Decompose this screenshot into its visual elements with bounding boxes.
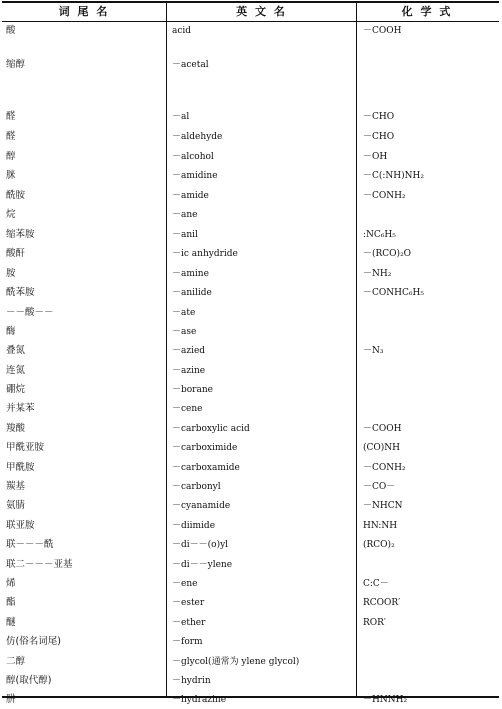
table-row bbox=[2, 497, 499, 515]
english-name-cell: acid bbox=[172, 26, 192, 36]
suffix-name-cell: 脒 bbox=[6, 170, 16, 181]
english-name-cell: －ate bbox=[172, 308, 196, 318]
formula-cell: :NC₆H₅ bbox=[363, 230, 396, 240]
suffix-name-cell: 叠氮 bbox=[6, 345, 26, 356]
formula-cell: －CHO bbox=[363, 132, 395, 142]
english-name-cell: －ase bbox=[172, 327, 197, 337]
english-name-cell: －azine bbox=[172, 366, 206, 376]
english-name-cell: －ene bbox=[172, 579, 198, 589]
english-name-cell: －ane bbox=[172, 210, 198, 220]
table-row bbox=[2, 167, 499, 185]
suffix-name-cell: 烯 bbox=[6, 578, 16, 589]
table-row bbox=[2, 691, 499, 709]
table-row bbox=[2, 478, 499, 496]
suffix-name-cell: 胺 bbox=[6, 268, 16, 279]
table-row bbox=[2, 226, 499, 244]
suffix-name-cell: 醇(取代醇) bbox=[6, 675, 52, 686]
formula-cell: (CO)NH bbox=[363, 443, 401, 453]
table-row bbox=[2, 245, 499, 263]
english-name-cell: －hydrin bbox=[172, 676, 211, 686]
table-row bbox=[2, 400, 499, 418]
formula-cell bbox=[363, 633, 496, 651]
header-suffix-name: 词 尾 名 bbox=[58, 5, 110, 18]
formula-cell: (RCO)₂ bbox=[363, 540, 395, 550]
english-name-cell: －cene bbox=[172, 404, 203, 414]
english-name-cell: －hydrazine bbox=[172, 695, 227, 705]
english-name-cell: －acetal bbox=[172, 60, 209, 70]
table-row bbox=[2, 614, 499, 632]
suffix-name-cell: 烷 bbox=[6, 209, 16, 220]
suffix-name-cell: 肼 bbox=[6, 694, 16, 705]
table-row bbox=[2, 633, 499, 651]
english-name-cell: －amine bbox=[172, 269, 209, 279]
table-row bbox=[2, 575, 499, 593]
english-name-cell: －carboxylic acid bbox=[172, 424, 250, 434]
english-name-cell: －di－－(o)yl bbox=[172, 540, 229, 550]
english-name-cell: －ic anhydride bbox=[172, 249, 238, 259]
formula-cell bbox=[363, 381, 496, 399]
formula-cell bbox=[363, 400, 496, 418]
table-row bbox=[2, 108, 499, 126]
table-row bbox=[2, 187, 499, 205]
formula-cell bbox=[363, 56, 496, 74]
formula-cell: －CONH₂ bbox=[363, 463, 406, 473]
suffix-name-cell: 羰基 bbox=[6, 481, 26, 492]
formula-cell: RCOOR′ bbox=[363, 598, 401, 608]
formula-cell bbox=[363, 323, 496, 341]
formula-cell: －COOH bbox=[363, 26, 402, 36]
table-row bbox=[2, 420, 499, 438]
formula-cell: －(RCO)₂O bbox=[363, 249, 412, 259]
formula-cell: －C(:NH)NH₂ bbox=[363, 171, 424, 181]
suffix-table bbox=[2, 1, 499, 705]
formula-cell: －CHO bbox=[363, 112, 395, 122]
header-chemical-formula: 化 学 式 bbox=[401, 5, 453, 18]
suffix-name-cell: 二醇 bbox=[6, 656, 26, 667]
suffix-name-cell: 联二－－－亚基 bbox=[6, 559, 73, 570]
table-row bbox=[2, 536, 499, 554]
formula-cell bbox=[363, 206, 496, 224]
table-row bbox=[2, 672, 499, 690]
suffix-name-cell: 酶 bbox=[6, 326, 16, 337]
formula-cell: －NHCN bbox=[363, 501, 403, 511]
english-name-cell: －al bbox=[172, 112, 190, 122]
english-name-cell: －anil bbox=[172, 230, 198, 240]
table-row bbox=[2, 128, 499, 146]
english-name-cell: －alcohol bbox=[172, 152, 214, 162]
formula-cell bbox=[363, 362, 496, 380]
english-name-cell: －form bbox=[172, 637, 203, 647]
suffix-name-cell: 甲酰亚胺 bbox=[6, 442, 45, 453]
english-name-cell: －diimide bbox=[172, 521, 216, 531]
suffix-name-cell: 羧酸 bbox=[6, 423, 26, 434]
english-name-cell: －glycol(通常为 ylene glycol) bbox=[172, 657, 300, 667]
suffix-name-cell: 甲酰胺 bbox=[6, 462, 35, 473]
formula-cell bbox=[363, 653, 496, 671]
english-name-cell: －azied bbox=[172, 346, 206, 356]
suffix-name-cell: 硼烷 bbox=[6, 384, 26, 395]
english-name-cell: －borane bbox=[172, 385, 213, 395]
formula-cell: －CO－ bbox=[363, 482, 396, 492]
table-row bbox=[2, 323, 499, 341]
table-header bbox=[2, 3, 499, 22]
table-row bbox=[2, 206, 499, 224]
english-name-cell: －aldehyde bbox=[172, 132, 223, 142]
suffix-name-cell: －－酸－－ bbox=[6, 307, 54, 318]
english-name-cell: －carboxamide bbox=[172, 463, 240, 473]
suffix-name-cell: 醛 bbox=[6, 111, 16, 122]
suffix-name-cell: 酸酐 bbox=[6, 248, 26, 259]
english-name-cell: －amidine bbox=[172, 171, 218, 181]
english-name-cell: －cyanamide bbox=[172, 501, 231, 511]
suffix-name-cell: 醇 bbox=[6, 151, 16, 162]
suffix-name-cell: 联－－－酰 bbox=[6, 539, 54, 550]
suffix-name-cell: 醚 bbox=[6, 617, 16, 628]
suffix-name-cell: 仿(俗名词尾) bbox=[6, 636, 61, 647]
table-row bbox=[2, 148, 499, 166]
suffix-name-cell: 缩醇 bbox=[6, 59, 26, 70]
table-row bbox=[2, 439, 499, 457]
english-name-cell: －di－－ylene bbox=[172, 560, 233, 570]
english-name-cell: －carboximide bbox=[172, 443, 238, 453]
table-row bbox=[2, 459, 499, 477]
table-row bbox=[2, 362, 499, 380]
formula-cell: －NH₂ bbox=[363, 269, 392, 279]
table-row bbox=[2, 342, 499, 360]
suffix-name-cell: 酰苯胺 bbox=[6, 287, 35, 298]
formula-cell bbox=[363, 556, 496, 574]
suffix-name-cell: 酰胺 bbox=[6, 190, 26, 201]
table-row bbox=[2, 381, 499, 399]
suffix-name-cell: 氨腈 bbox=[6, 500, 26, 511]
english-name-cell: －anilide bbox=[172, 288, 212, 298]
suffix-name-cell: 醛 bbox=[6, 131, 16, 142]
english-name-cell: －ester bbox=[172, 598, 205, 608]
formula-cell: －N₃ bbox=[363, 346, 384, 356]
formula-cell: －CONH₂ bbox=[363, 191, 406, 201]
formula-cell: －HNNH₂ bbox=[363, 695, 408, 705]
table-row bbox=[2, 653, 499, 671]
suffix-name-cell: 连氮 bbox=[6, 365, 26, 376]
english-name-cell: －amide bbox=[172, 191, 209, 201]
table-row bbox=[2, 517, 499, 535]
suffix-name-cell: 酸 bbox=[6, 25, 16, 36]
table-row bbox=[2, 56, 499, 74]
table-row bbox=[2, 284, 499, 302]
formula-cell bbox=[363, 672, 496, 690]
formula-cell: C:C－ bbox=[363, 579, 389, 589]
formula-cell: ROR′ bbox=[363, 618, 386, 628]
suffix-name-cell: 缩苯胺 bbox=[6, 229, 35, 240]
table-row bbox=[2, 265, 499, 283]
formula-cell bbox=[363, 304, 496, 322]
table-row bbox=[2, 304, 499, 322]
header-english-name: 英 文 名 bbox=[236, 5, 287, 18]
formula-cell: －CONHC₆H₅ bbox=[363, 288, 424, 298]
formula-cell: －COOH bbox=[363, 424, 402, 434]
table-row bbox=[2, 594, 499, 612]
suffix-name-cell: 联亚胺 bbox=[6, 520, 35, 531]
table-row bbox=[2, 22, 499, 40]
english-name-cell: －ether bbox=[172, 618, 206, 628]
english-name-cell: －carbonyl bbox=[172, 482, 221, 492]
formula-cell: HN:NH bbox=[363, 521, 398, 531]
suffix-name-cell: 酯 bbox=[6, 597, 16, 608]
formula-cell: －OH bbox=[363, 152, 388, 162]
table-row bbox=[2, 556, 499, 574]
suffix-name-cell: 并某苯 bbox=[6, 403, 35, 414]
